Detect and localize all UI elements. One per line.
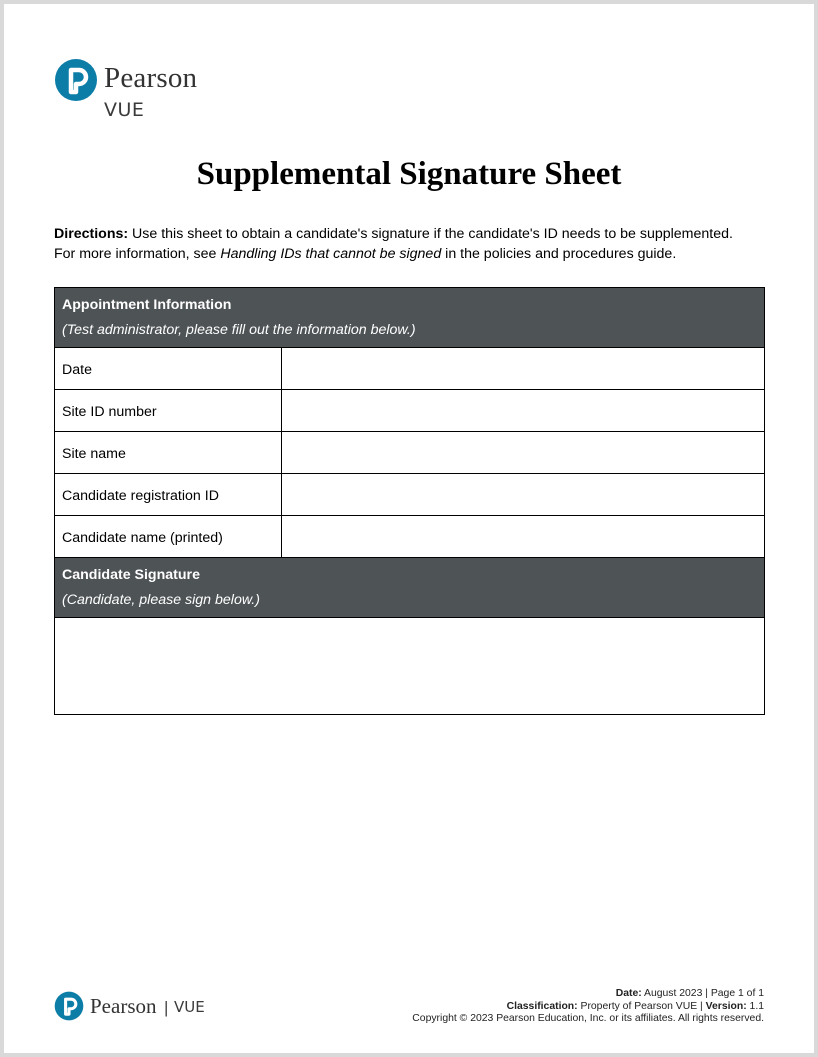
form-row-date bbox=[55, 348, 764, 390]
directions-emphasis: Handling IDs that cannot be signed bbox=[220, 246, 442, 262]
date-field[interactable] bbox=[282, 348, 764, 389]
registration-id-label: Candidate registration ID bbox=[55, 474, 282, 515]
footer-version-value: 1.1 bbox=[746, 1000, 764, 1012]
directions-line1: Use this sheet to obtain a candidate's signature if the candidate's ID needs to be supplemented. bbox=[128, 226, 733, 242]
form-row-site-name bbox=[55, 432, 764, 474]
footer-info bbox=[412, 988, 764, 1026]
page-title: Supplemental Signature Sheet bbox=[196, 156, 622, 192]
registration-id-field[interactable] bbox=[282, 474, 764, 515]
logo-sub-text: VUE bbox=[104, 99, 145, 121]
appointment-section-header bbox=[55, 288, 764, 348]
directions-line2-end: in the policies and procedures guide. bbox=[441, 246, 677, 262]
signature-form-table bbox=[54, 287, 765, 715]
footer-brand-separator: | bbox=[164, 998, 169, 1017]
logo-brand-text: Pearson bbox=[104, 62, 198, 94]
pearson-logo-icon bbox=[54, 56, 98, 104]
footer-date-line bbox=[412, 988, 764, 1001]
footer-logo bbox=[54, 989, 224, 1025]
signature-section-header bbox=[55, 558, 764, 618]
appointment-title: Appointment Information bbox=[62, 297, 232, 313]
site-id-field[interactable] bbox=[282, 390, 764, 431]
date-label: Date bbox=[55, 348, 282, 389]
form-row-registration-id bbox=[55, 474, 764, 516]
site-name-field[interactable] bbox=[282, 432, 764, 473]
footer-classification-line bbox=[412, 1001, 764, 1014]
footer-brand-text: Pearson bbox=[90, 994, 157, 1018]
footer-copyright: Copyright © 2023 Pearson Education, Inc. or its affiliates. All rights reserved. bbox=[412, 1013, 764, 1024]
signature-field[interactable] bbox=[55, 618, 764, 714]
appointment-subtitle: (Test administrator, please fill out the information below.) bbox=[62, 322, 416, 338]
site-name-label: Site name bbox=[55, 432, 282, 473]
footer-brand-sub: VUE bbox=[174, 998, 205, 1016]
footer-classification-label: Classification: bbox=[506, 1000, 578, 1012]
directions-line2: For more information, see bbox=[54, 246, 221, 262]
signature-subtitle: (Candidate, please sign below.) bbox=[62, 592, 260, 608]
candidate-name-label: Candidate name (printed) bbox=[55, 516, 282, 557]
footer-classification-value: Property of Pearson VUE | bbox=[577, 1000, 706, 1012]
form-row-candidate-name bbox=[55, 516, 764, 558]
directions-text bbox=[54, 224, 774, 264]
candidate-name-field[interactable] bbox=[282, 516, 764, 557]
document-page bbox=[4, 4, 814, 1053]
footer-date-label: Date: bbox=[615, 988, 642, 999]
pearson-vue-logo bbox=[54, 56, 234, 128]
form-row-site-id bbox=[55, 390, 764, 432]
signature-title: Candidate Signature bbox=[62, 567, 200, 583]
pearson-logo-icon bbox=[54, 989, 84, 1023]
footer-version-label: Version: bbox=[705, 1000, 747, 1012]
footer-date-value: August 2023 | Page 1 of 1 bbox=[641, 988, 764, 999]
directions-label: Directions: bbox=[54, 226, 129, 242]
site-id-label: Site ID number bbox=[55, 390, 282, 431]
